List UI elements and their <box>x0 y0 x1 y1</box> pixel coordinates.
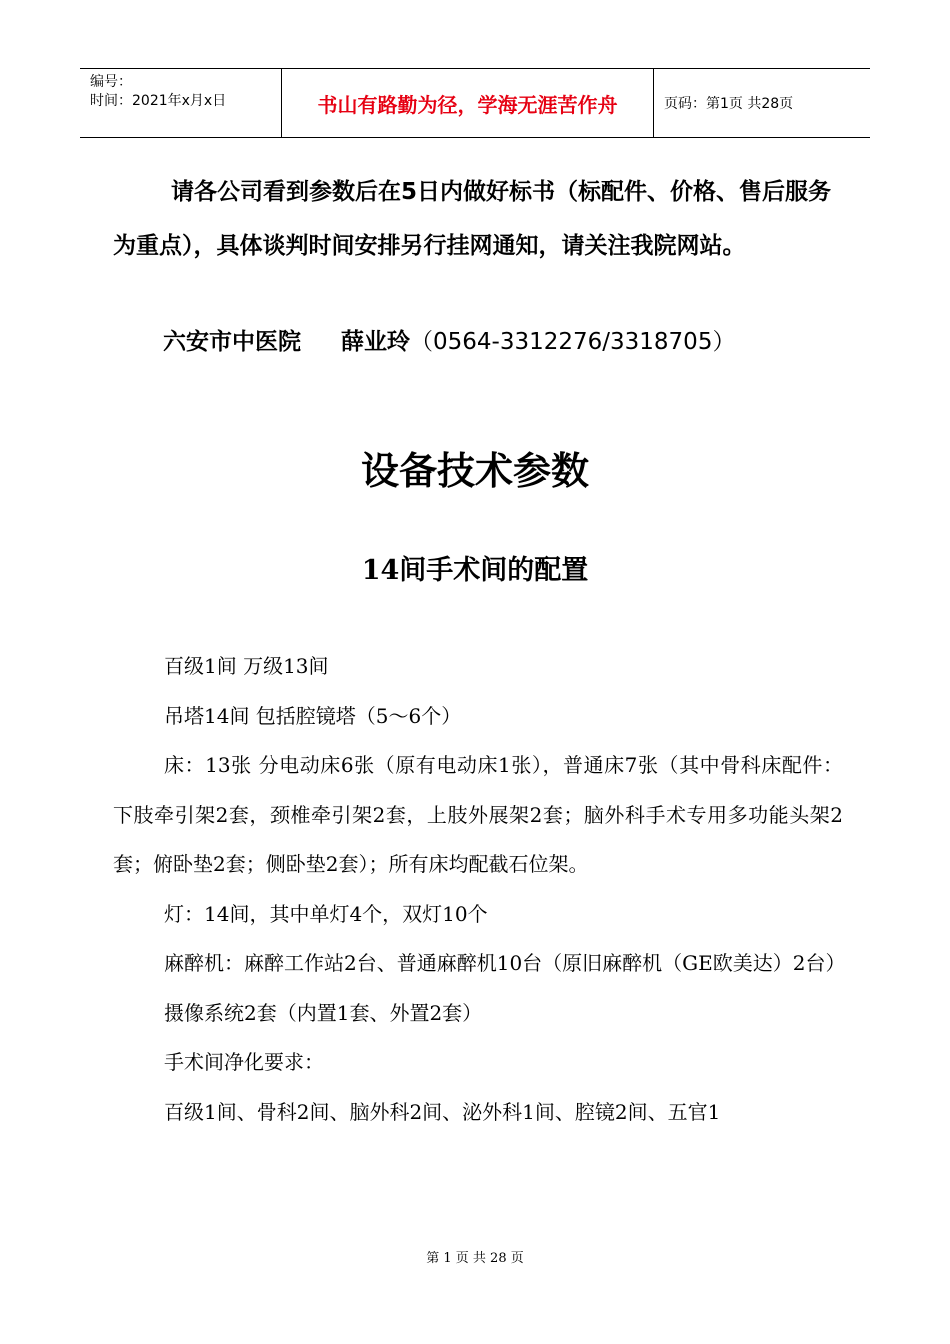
document-subtitle: 14间手术间的配置 <box>361 555 589 586</box>
header-page-info: 页码：第1页 共28页 <box>664 96 794 112</box>
paragraph-purification-heading: 手术间净化要求： <box>164 1050 324 1074</box>
notice-text: 请各公司看到参数后在5日内做好标书（标配件、价格、售后服务为重点），具体谈判时间安排另行挂网通知，请关注我院网站。 <box>113 179 832 259</box>
contact-person: 薛业玲 <box>341 329 410 355</box>
contact-line <box>163 322 735 362</box>
document-body <box>113 642 846 1137</box>
notice-block <box>113 165 843 273</box>
paragraph-purification-rooms: 百级1间、骨科2间、脑外科2间、泌外科1间、腔镜2间、五官1 <box>164 1099 721 1124</box>
page-footer: 第 1 页 共 28 页 <box>426 1251 524 1266</box>
paragraph-room-grades: 百级1间 万级13间 <box>164 654 329 678</box>
document-number: 编号： <box>90 74 132 90</box>
paragraph-lights: 灯：14间，其中单灯4个，双灯10个 <box>164 901 488 926</box>
header-motto: 书山有路勤为径，学海无涯苦作舟 <box>282 69 654 137</box>
document-title: 设备技术参数 <box>360 449 589 493</box>
contact-phone: （0564-3312276/3318705） <box>410 329 736 355</box>
header-meta <box>80 69 282 137</box>
paragraph-anesthesia: 麻醉机：麻醉工作站2台、普通麻醉机10台（原旧麻醉机（GE欧美达）2台） <box>164 951 846 975</box>
document-date: 时间：2021年x月x日 <box>90 93 227 109</box>
paragraph-beds: 床：13张 分电动床6张（原有电动床1张），普通床7张（其中骨科床配件：下肢牵引架2套，颈椎牵引架2套，上肢外展架2套；脑外科手术专用多功能头架2套；俯卧垫2套；侧卧垫2套）；所有床均配截石位架。 <box>113 753 843 876</box>
paragraph-towers: 吊塔14间 包括腔镜塔（5～6个） <box>164 703 462 728</box>
page-header <box>80 68 870 138</box>
hospital-name: 六安市中医院 <box>163 329 301 355</box>
paragraph-camera: 摄像系统2套（内置1套、外置2套） <box>164 1000 483 1025</box>
